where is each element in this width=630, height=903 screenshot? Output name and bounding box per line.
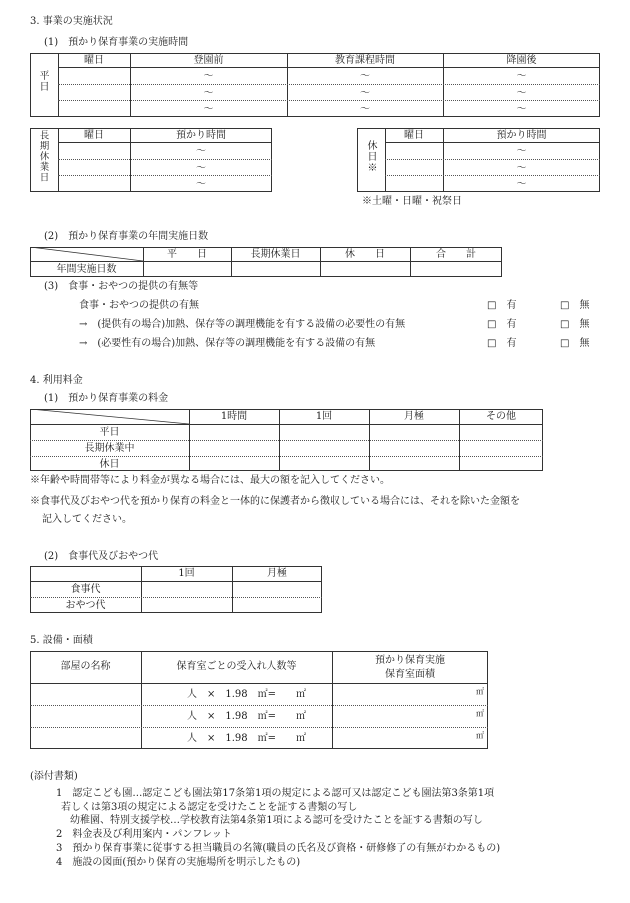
tilde-mark: 〜 [203, 71, 214, 82]
tilde-mark: 〜 [360, 104, 370, 115]
tilde-mark: 〜 [196, 179, 206, 190]
weekday-column-header: 平 日 [167, 249, 207, 260]
meal-fee-row-label: おやつ代 [65, 600, 106, 611]
capacity-formula: 人 × 1.98 ㎡= ㎡ [187, 689, 307, 700]
tilde-mark: 〜 [360, 71, 370, 82]
capacity-column-header: 保育室ごとの受入れ人数等 [176, 661, 297, 672]
fee-note-1: ※年齢や時間帯等により料金が異なる場合には、最大の額を記入してください。 [30, 475, 390, 486]
subsection-4-1-heading: (1) 預かり保育事業の料金 [44, 393, 169, 404]
fee-note-2-continued: 記入してください。 [42, 514, 132, 525]
education-hours-column-header: 教育課程時間 [335, 55, 395, 66]
long-holiday-column-header: 長期休業日 [250, 249, 301, 260]
holiday-note: ※土曜・日曜・祝祭日 [362, 196, 462, 207]
tilde-mark: 〜 [196, 146, 206, 157]
section-4-heading: 4. 利用料金 [30, 375, 83, 386]
meal-question: → (必要性有の場合)加熱、保存等の調理機能を有する設備の有無 [79, 338, 376, 349]
attachment-item: 2 料金表及び利用案内・パンフレット [56, 829, 232, 840]
tilde-mark: 〜 [516, 146, 527, 157]
attachment-item: 4 施設の図面(預かり保育の実施場所を明示したもの) [56, 857, 301, 868]
care-hours-column-header: 預かり時間 [496, 130, 547, 141]
tilde-mark: 〜 [203, 88, 214, 99]
meal-fee-column-header: 月極 [267, 568, 287, 579]
capacity-formula: 人 × 1.98 ㎡= ㎡ [187, 733, 307, 744]
meal-question: 食事・おやつの提供の有無 [79, 300, 199, 311]
area-unit: ㎡ [476, 731, 484, 740]
meal-fee-row-label: 食事代 [70, 584, 101, 595]
no-checkbox[interactable]: □ 無 [560, 338, 590, 349]
section-5-heading: 5. 設備・面積 [30, 635, 93, 646]
section-3-heading: 3. 事業の実施状況 [30, 16, 113, 27]
fee-column-header: その他 [486, 411, 516, 422]
subsection-4-2-heading: (2) 食事代及びおやつ代 [44, 551, 159, 562]
day-column-header: 曜日 [84, 130, 104, 141]
fee-note-2: ※食事代及びおやつ代を預かり保育の料金と一体的に保護者から徴収している場合には、それを除いた金額を [30, 496, 520, 507]
tilde-mark: 〜 [516, 71, 527, 82]
tilde-mark: 〜 [516, 163, 527, 174]
weekday-side-label: 平日 [37, 70, 48, 92]
tilde-mark: 〜 [516, 88, 527, 99]
subsection-3-1-heading: (1) 預かり保育事業の実施時間 [44, 37, 189, 48]
area-column-header: 預かり保育実施 [375, 655, 445, 666]
yes-checkbox[interactable]: □ 有 [487, 300, 517, 311]
tilde-mark: 〜 [360, 88, 370, 99]
tilde-mark: 〜 [196, 163, 206, 174]
fee-column-header: 1回 [315, 411, 333, 422]
tilde-mark: 〜 [516, 104, 527, 115]
fee-row-label: 長期休業中 [84, 443, 135, 454]
diagonal-line [30, 247, 143, 261]
attachment-item-continued: 若しくは第3項の規定による認定を受けたことを証する書類の写し [61, 802, 358, 813]
tilde-mark: 〜 [516, 179, 527, 190]
tilde-mark: 〜 [203, 104, 214, 115]
day-column-header: 曜日 [84, 55, 104, 66]
no-checkbox[interactable]: □ 無 [560, 319, 590, 330]
after-dismissal-column-header: 降園後 [506, 55, 537, 66]
attachment-item: 1 認定こども園…認定こども園法第17条第1項の規定による認可又は認定こども園法第3条第1項 [56, 788, 495, 799]
annual-days-row-label: 年間実施日数 [56, 264, 117, 275]
fee-column-header: 月極 [404, 411, 424, 422]
attachment-item: 3 預かり保育事業に従事する担当職員の名簿(職員の氏名及び資格・研修修了の有無がわかるもの) [56, 843, 501, 854]
fee-row-label: 平日 [99, 427, 120, 438]
fee-row-label: 休日 [99, 459, 120, 470]
before-attendance-column-header: 登園前 [193, 55, 224, 66]
day-column-header: 曜日 [404, 130, 424, 141]
yes-checkbox[interactable]: □ 有 [487, 319, 517, 330]
holiday-side-label: 休日※ [365, 140, 376, 173]
long-holiday-side-label: 長期休業日 [37, 130, 49, 183]
care-hours-column-header: 預かり時間 [176, 130, 226, 141]
room-name-column-header: 部屋の名称 [60, 661, 111, 672]
diagonal-line [30, 409, 189, 424]
area-unit: ㎡ [476, 687, 484, 696]
yes-checkbox[interactable]: □ 有 [487, 338, 517, 349]
no-checkbox[interactable]: □ 無 [560, 300, 590, 311]
area-unit: ㎡ [476, 709, 484, 718]
meal-question: → (提供有の場合)加熱、保存等の調理機能を有する設備の必要性の有無 [79, 319, 406, 330]
subsection-3-3-heading: (3) 食事・おやつの提供の有無等 [44, 281, 199, 292]
attachment-item-continued: 幼稚園、特別支援学校…学校教育法第4条第1項による認可を受けたことを証する書類の写し [70, 815, 483, 826]
subsection-3-2-heading: (2) 預かり保育事業の年間実施日数 [44, 231, 209, 242]
capacity-formula: 人 × 1.98 ㎡= ㎡ [187, 711, 307, 722]
attachments-heading: (添付書類) [30, 771, 78, 782]
fee-column-header: 1時間 [220, 411, 248, 422]
holiday-column-header: 休 日 [345, 249, 385, 260]
area-column-header-line-2: 保育室面積 [385, 669, 435, 680]
total-column-header: 合 計 [436, 249, 476, 260]
meal-fee-column-header: 1回 [178, 568, 195, 579]
